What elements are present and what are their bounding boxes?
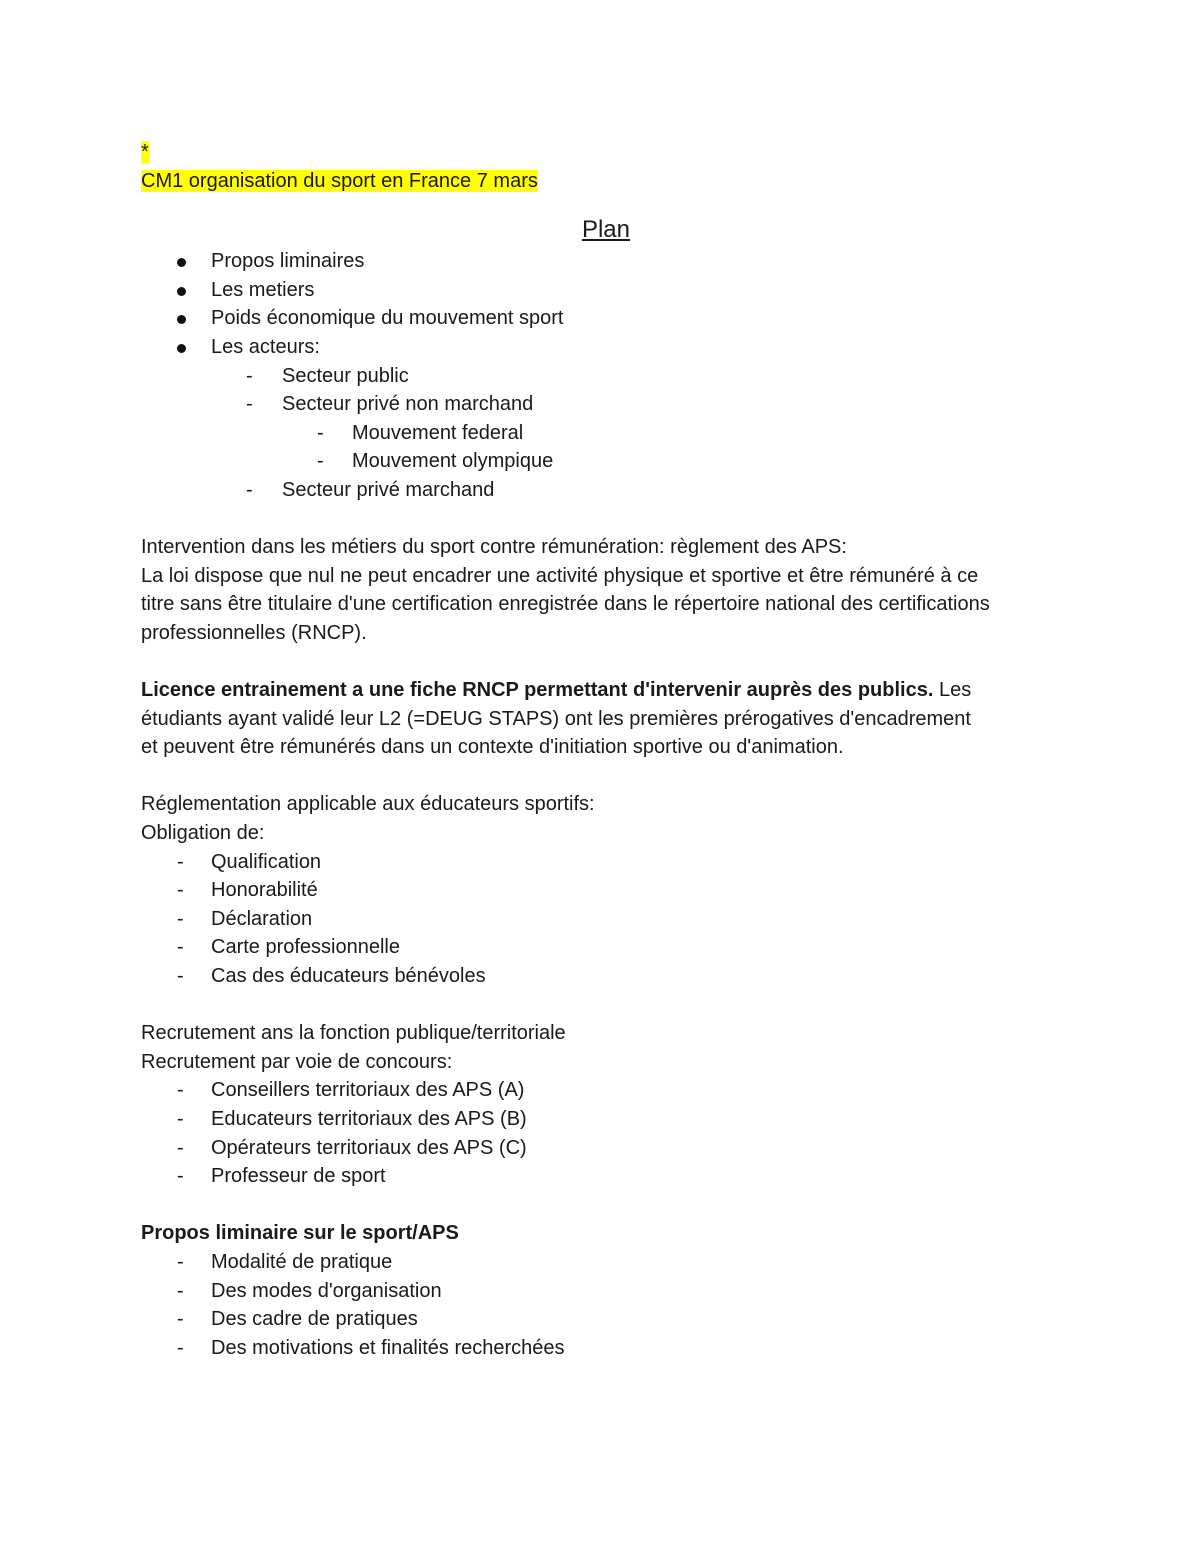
reglementation-item <box>141 876 1071 905</box>
recrutement-item <box>141 1076 1071 1105</box>
plan-item <box>141 247 1071 276</box>
recrutement-item-text: Opérateurs territoriaux des APS (C) <box>211 1136 527 1159</box>
reglementation-item <box>141 962 1071 991</box>
dash-marker: - <box>317 450 324 473</box>
header-star-text: * <box>141 141 149 163</box>
plan-item-text: Les metiers <box>211 278 315 301</box>
plan-item-text: Les acteurs: <box>211 335 320 358</box>
licence-line <box>141 676 1071 705</box>
dash-marker: - <box>177 879 184 902</box>
propos-item-text: Des motivations et finalités recherchées <box>211 1336 565 1359</box>
propos-item <box>141 1277 1071 1306</box>
intervention-line: titre sans être titulaire d'une certification enregistrée dans le répertoire national des certifications <box>141 593 990 616</box>
recrutement-item <box>141 1134 1071 1163</box>
dash-marker: - <box>177 965 184 988</box>
propos-item <box>141 1334 1071 1363</box>
dash-marker: - <box>246 393 253 416</box>
licence-line: étudiants ayant validé leur L2 (=DEUG STAPS) ont les premières prérogatives d'encadrement <box>141 707 971 730</box>
recrutement-item-text: Conseillers territoriaux des APS (A) <box>211 1079 525 1102</box>
reglementation-item <box>141 905 1071 934</box>
plan-item-text: Poids économique du mouvement sport <box>211 307 564 330</box>
propos-item <box>141 1305 1071 1334</box>
document-title <box>141 167 1071 196</box>
spacer <box>141 991 1071 1020</box>
propos-item-text: Des cadre de pratiques <box>211 1308 418 1331</box>
dash-marker: - <box>177 1279 184 1302</box>
propos-heading: Propos liminaire sur le sport/APS <box>141 1222 459 1245</box>
propos-item-text: Modalité de pratique <box>211 1250 393 1273</box>
dash-marker: - <box>177 1165 184 1188</box>
recrutement-item <box>141 1162 1071 1191</box>
reglementation-item-text: Honorabilité <box>211 879 318 902</box>
recrutement-subheading: Recrutement par voie de concours: <box>141 1050 453 1073</box>
licence-bold-text: Licence entrainement a une fiche RNCP permettant d'intervenir auprès des publics. <box>141 679 934 702</box>
spacer <box>141 762 1071 791</box>
header-star <box>141 138 1071 167</box>
recrutement-item-text: Professeur de sport <box>211 1165 386 1188</box>
propos-item-text: Des modes d'organisation <box>211 1279 442 1302</box>
dash-marker: - <box>177 1079 184 1102</box>
plan-sub-item-text: Secteur privé marchand <box>282 478 495 501</box>
dash-marker: - <box>177 850 184 873</box>
dash-marker: - <box>177 936 184 959</box>
reglementation-item <box>141 933 1071 962</box>
plan-sub-sub-item-text: Mouvement federal <box>352 421 524 444</box>
plan-sub-item <box>141 476 1071 505</box>
reglementation-heading: Réglementation applicable aux éducateurs sportifs: <box>141 793 595 816</box>
dash-marker: - <box>246 478 253 501</box>
plan-item <box>141 304 1071 333</box>
dash-marker: - <box>177 907 184 930</box>
plan-item <box>141 333 1071 362</box>
plan-heading: Plan <box>581 216 631 244</box>
plan-sub-sub-item-text: Mouvement olympique <box>352 450 554 473</box>
bullet-icon <box>177 304 186 333</box>
bullet-icon <box>177 276 186 305</box>
document-title-text: CM1 organisation du sport en France 7 mars <box>141 169 538 192</box>
plan-sub-sub-item <box>141 419 1071 448</box>
bullet-icon <box>177 247 186 276</box>
dash-marker: - <box>177 1308 184 1331</box>
reglementation-subheading: Obligation de: <box>141 822 265 845</box>
plan-item <box>141 276 1071 305</box>
plan-sub-item-text: Secteur public <box>282 364 409 387</box>
plan-item-text: Propos liminaires <box>211 250 365 273</box>
intervention-line: professionnelles (RNCP). <box>141 621 367 644</box>
plan-sub-item-text: Secteur privé non marchand <box>282 393 534 416</box>
spacer <box>141 648 1071 677</box>
reglementation-item-text: Cas des éducateurs bénévoles <box>211 965 486 988</box>
plan-sub-item <box>141 390 1071 419</box>
spacer <box>141 505 1071 534</box>
licence-rest-text: Les <box>933 679 972 702</box>
recrutement-item-text: Educateurs territoriaux des APS (B) <box>211 1108 527 1130</box>
licence-line: et peuvent être rémunérés dans un contexte d'initiation sportive ou d'animation. <box>141 736 844 759</box>
dash-marker: - <box>177 1250 184 1273</box>
plan-sub-item <box>141 362 1071 391</box>
reglementation-item-text: Carte professionnelle <box>211 936 400 959</box>
intervention-line: La loi dispose que nul ne peut encadrer une activité physique et sportive et être rémunéré à ce <box>141 564 979 587</box>
document-page <box>141 138 1071 1362</box>
dash-marker: - <box>246 364 253 387</box>
reglementation-item <box>141 848 1071 877</box>
plan-sub-sub-item <box>141 447 1071 476</box>
propos-item <box>141 1248 1071 1277</box>
recrutement-item <box>141 1105 1071 1134</box>
reglementation-item-text: Déclaration <box>211 907 313 930</box>
dash-marker: - <box>177 1108 184 1130</box>
dash-marker: - <box>317 421 324 444</box>
dash-marker: - <box>177 1336 184 1359</box>
bullet-icon <box>177 333 186 362</box>
reglementation-item-text: Qualification <box>211 850 322 873</box>
spacer <box>141 1191 1071 1220</box>
recrutement-heading: Recrutement ans la fonction publique/territoriale <box>141 1022 566 1045</box>
intervention-heading: Intervention dans les métiers du sport contre rémunération: règlement des APS: <box>141 536 847 559</box>
dash-marker: - <box>177 1136 184 1159</box>
